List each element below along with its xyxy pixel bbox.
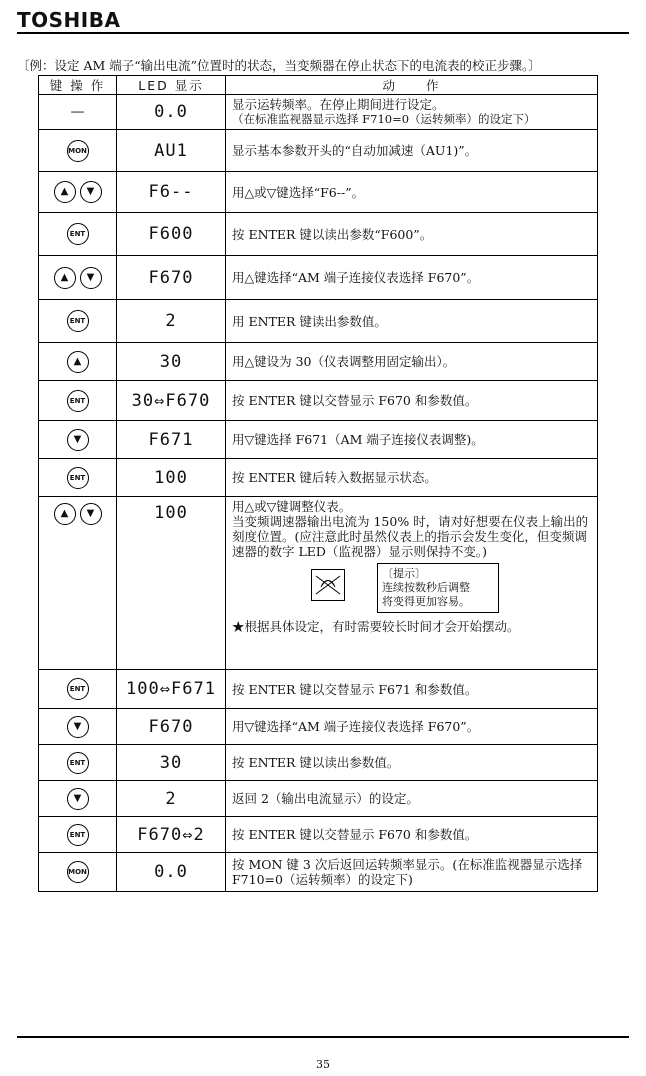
action-text: 按 MON 键 3 次后返回运转频率显示。(在标准监视器显示选择 F710=0（运转频率）的设定下) bbox=[226, 853, 598, 892]
key-cell bbox=[39, 213, 117, 256]
ent-key-icon: ENT bbox=[67, 310, 89, 332]
tip-line: 连续按数秒后调整 bbox=[382, 581, 470, 594]
no-key-dash: — bbox=[70, 104, 85, 120]
led-display: 2 bbox=[117, 300, 226, 343]
action-text: 用▽键选择 F671（AM 端子连接仪表调整)。 bbox=[226, 421, 598, 459]
action-text: 按 ENTER 键以交替显示 F670 和参数值。 bbox=[226, 817, 598, 853]
table-row bbox=[39, 853, 598, 892]
led-display: F600 bbox=[117, 213, 226, 256]
key-press-hand-icon bbox=[311, 569, 345, 601]
led-display: 100 bbox=[117, 497, 226, 670]
table-row bbox=[39, 459, 598, 497]
led-display: F6-- bbox=[117, 172, 226, 213]
led-display: 2 bbox=[117, 781, 226, 817]
key-cell bbox=[39, 459, 117, 497]
led-display: F670 bbox=[117, 709, 226, 745]
table-row bbox=[39, 709, 598, 745]
action-text: 显示运转频率。在停止期间进行设定。 bbox=[232, 97, 445, 112]
table-row bbox=[39, 381, 598, 421]
action-text: 用 ENTER 键读出参数值。 bbox=[226, 300, 598, 343]
down-key-icon: ▼ bbox=[67, 429, 89, 451]
led-display: 30⇔F670 bbox=[117, 381, 226, 421]
led-display: F670⇔2 bbox=[117, 817, 226, 853]
key-cell bbox=[39, 381, 117, 421]
page-number: 35 bbox=[316, 1058, 330, 1071]
tip-title: 〔提示〕 bbox=[382, 567, 426, 580]
mon-key-icon: MON bbox=[67, 861, 89, 883]
footer-rule bbox=[17, 1036, 629, 1038]
led-display: 0.0 bbox=[117, 95, 226, 130]
table-row bbox=[39, 497, 598, 670]
table-row bbox=[39, 213, 598, 256]
table-row bbox=[39, 745, 598, 781]
table-row bbox=[39, 670, 598, 709]
toshiba-logo: TOSHIBA bbox=[17, 8, 121, 32]
up-key-icon: ▲ bbox=[54, 181, 76, 203]
header-rule bbox=[17, 32, 629, 34]
table-header-row bbox=[39, 76, 598, 95]
down-key-icon: ▼ bbox=[67, 716, 89, 738]
ent-key-icon: ENT bbox=[67, 678, 89, 700]
down-key-icon: ▼ bbox=[80, 267, 102, 289]
key-cell bbox=[39, 709, 117, 745]
table-row bbox=[39, 95, 598, 130]
key-cell bbox=[39, 853, 117, 892]
action-detail: 当变频调速器输出电流为 150% 时，请对好想要在仪表上输出的刻度位置。(应注意此时虽然仪表上的指示会发生变化，但变频调速器的数字 LED（监视器）显示则保持不变。) bbox=[232, 514, 589, 559]
ent-key-icon: ENT bbox=[67, 467, 89, 489]
table-row bbox=[39, 817, 598, 853]
table-row bbox=[39, 256, 598, 300]
tip-box bbox=[377, 563, 499, 613]
key-cell bbox=[39, 781, 117, 817]
col-header-led: LED 显示 bbox=[117, 76, 226, 95]
ent-key-icon: ENT bbox=[67, 223, 89, 245]
key-cell bbox=[39, 172, 117, 213]
action-text: 用△键设为 30（仪表调整用固定输出）。 bbox=[226, 343, 598, 381]
table-row bbox=[39, 130, 598, 172]
up-key-icon: ▲ bbox=[67, 351, 89, 373]
action-cell bbox=[226, 497, 598, 670]
key-cell bbox=[39, 670, 117, 709]
up-key-icon: ▲ bbox=[54, 267, 76, 289]
key-cell bbox=[39, 256, 117, 300]
action-text: 返回 2（输出电流显示）的设定。 bbox=[226, 781, 598, 817]
col-header-action: 动 作 bbox=[226, 76, 598, 95]
ent-key-icon: ENT bbox=[67, 390, 89, 412]
action-text: 按 ENTER 键以交替显示 F670 和参数值。 bbox=[226, 381, 598, 421]
mon-key-icon: MON bbox=[67, 140, 89, 162]
col-header-key: 键 操 作 bbox=[39, 76, 117, 95]
up-key-icon: ▲ bbox=[54, 503, 76, 525]
tip-area bbox=[232, 559, 591, 619]
action-text: 按 ENTER 键以读出参数“F600”。 bbox=[226, 213, 598, 256]
key-cell bbox=[39, 343, 117, 381]
table-row bbox=[39, 300, 598, 343]
down-key-icon: ▼ bbox=[67, 788, 89, 810]
action-subtext: （在标准监视器显示选择 F710=0（运转频率）的设定下） bbox=[232, 112, 536, 126]
tip-line: 将变得更加容易。 bbox=[382, 595, 470, 608]
action-text: 用△或▽键调整仪表。 bbox=[232, 499, 352, 514]
ent-key-icon: ENT bbox=[67, 824, 89, 846]
action-cell bbox=[226, 95, 598, 130]
led-display: 30 bbox=[117, 745, 226, 781]
led-display: 30 bbox=[117, 343, 226, 381]
action-text: 按 ENTER 键以读出参数值。 bbox=[226, 745, 598, 781]
led-display: F670 bbox=[117, 256, 226, 300]
procedure-table bbox=[38, 75, 598, 892]
table-row bbox=[39, 781, 598, 817]
key-cell bbox=[39, 421, 117, 459]
action-text: 用▽键选择“AM 端子连接仪表选择 F670”。 bbox=[226, 709, 598, 745]
action-text: 按 ENTER 键后转入数据显示状态。 bbox=[226, 459, 598, 497]
down-key-icon: ▼ bbox=[80, 181, 102, 203]
action-text: 按 ENTER 键以交替显示 F671 和参数值。 bbox=[226, 670, 598, 709]
action-text: 显示基本参数开头的“自动加减速（AU1)”。 bbox=[226, 130, 598, 172]
ent-key-icon: ENT bbox=[67, 752, 89, 774]
led-display: 0.0 bbox=[117, 853, 226, 892]
led-display: 100 bbox=[117, 459, 226, 497]
key-cell bbox=[39, 817, 117, 853]
key-cell bbox=[39, 130, 117, 172]
table-row bbox=[39, 172, 598, 213]
action-text: 用△或▽键选择“F6--”。 bbox=[226, 172, 598, 213]
key-cell bbox=[39, 95, 117, 130]
led-display: 100⇔F671 bbox=[117, 670, 226, 709]
key-cell bbox=[39, 300, 117, 343]
down-key-icon: ▼ bbox=[80, 503, 102, 525]
table-row bbox=[39, 421, 598, 459]
note-text: ★根据具体设定，有时需要较长时间才会开始摆动。 bbox=[232, 619, 520, 634]
action-text: 用△键选择“AM 端子连接仪表选择 F670”。 bbox=[226, 256, 598, 300]
led-display: AU1 bbox=[117, 130, 226, 172]
intro-text: 〔例：设定 AM 端子“输出电流”位置时的状态，当变频器在停止状态下的电流表的校正步骤。〕 bbox=[17, 58, 541, 73]
key-cell bbox=[39, 745, 117, 781]
led-display: F671 bbox=[117, 421, 226, 459]
table-row bbox=[39, 343, 598, 381]
key-cell bbox=[39, 497, 117, 670]
